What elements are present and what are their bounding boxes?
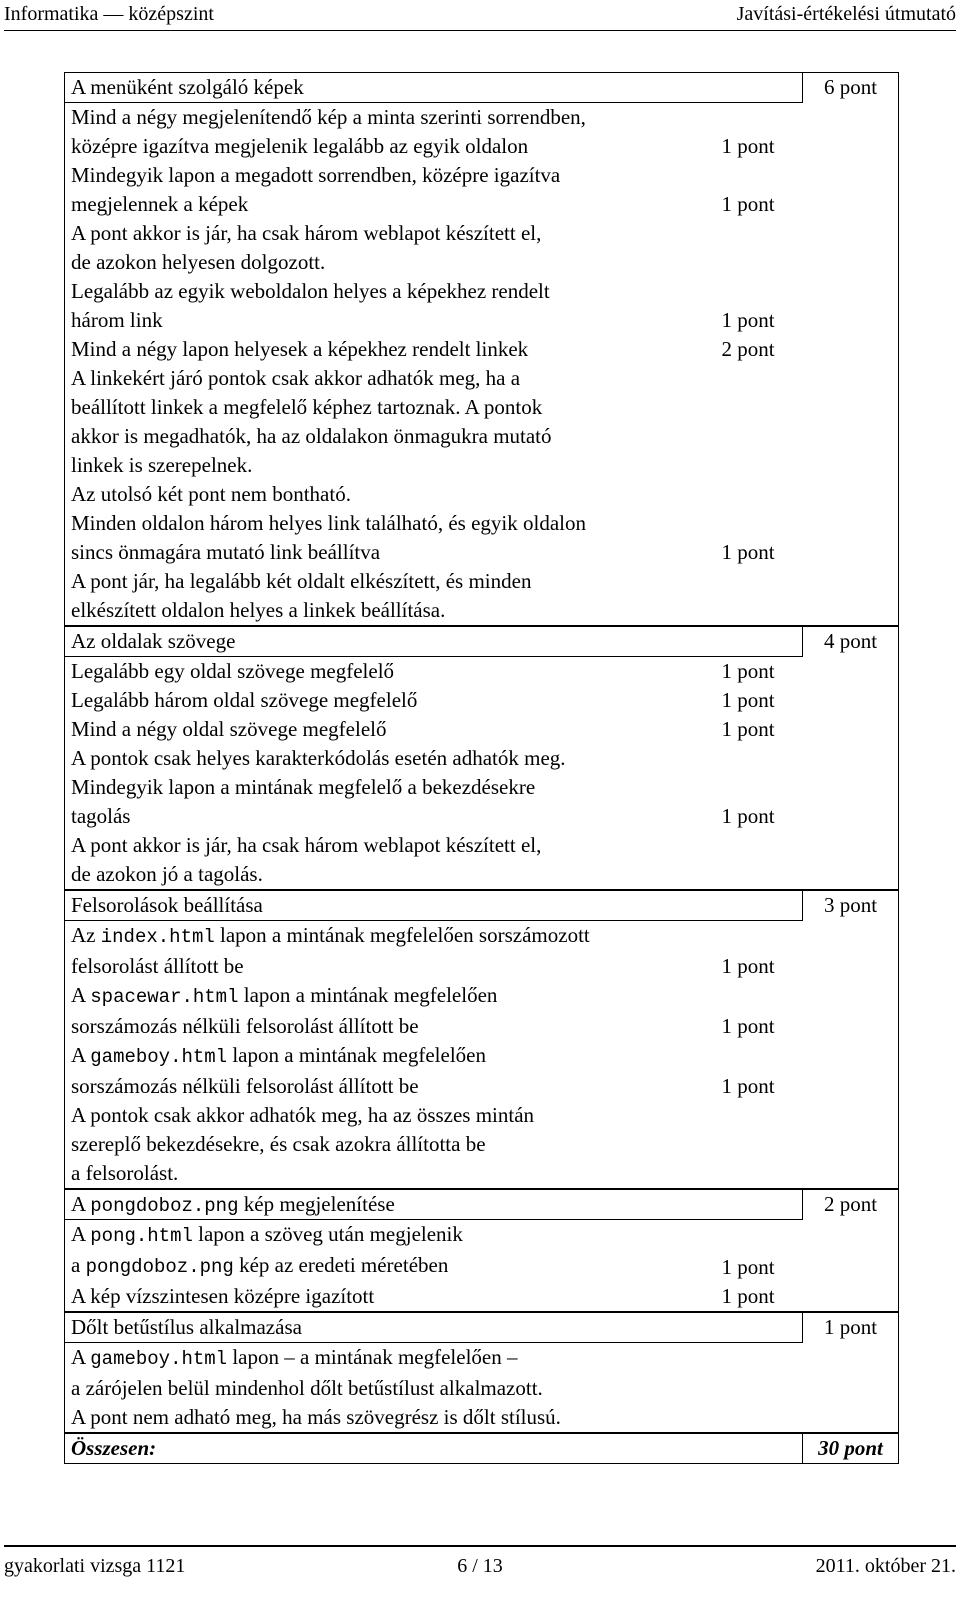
criterion-line: Legalább egy oldal szövege megfelelő [71, 659, 395, 683]
section-total-points: 4 pont [802, 627, 898, 656]
criterion-row [71, 509, 898, 567]
criterion-row [71, 364, 898, 509]
criterion-line: sorszámozás nélküli felsorolást állított be [71, 1074, 419, 1098]
criterion-points: 1 pont [721, 688, 775, 712]
criterion-row [71, 335, 898, 364]
criteria-section [64, 1312, 899, 1433]
criterion-row [71, 831, 898, 889]
criterion-line: szereplő bekezdésekre, és csak azokra állította be [71, 1132, 486, 1156]
criteria-list [65, 1220, 898, 1311]
criterion-line: Minden oldalon három helyes link található, és egyik oldalon [71, 511, 586, 535]
criterion-line [71, 1251, 688, 1282]
filename: gameboy.html [90, 1046, 228, 1068]
header-subject: Informatika — középszint [4, 3, 214, 25]
criterion-line: Mindegyik lapon a megadott sorrendben, középre igazítva [71, 163, 561, 187]
criterion-row [71, 1041, 898, 1101]
text-fragment: A [71, 1222, 91, 1246]
footer-date: 2011. október 21. [815, 1555, 956, 1577]
text-fragment: lapon a mintának megfelelően sorszámozott [214, 923, 590, 947]
text-fragment: kép megjelenítése [238, 1192, 395, 1216]
criterion-line: A pont akkor is jár, ha csak három weblapot készített el, [71, 833, 542, 857]
filename: pong.html [90, 1225, 193, 1247]
criterion-line: linkek is szerepelnek. [71, 453, 253, 477]
criterion-line: A pontok csak helyes karakterkódolás esetén adhatók meg. [71, 746, 566, 770]
page-header [4, 0, 956, 31]
criterion-points: 1 pont [721, 192, 775, 216]
criterion-line: megjelennek a képek [71, 192, 249, 216]
criterion-line: a zárójelen belül mindenhol dőlt betűstílust alkalmazott. [71, 1376, 543, 1400]
summary-total-points: 30 pont [802, 1434, 898, 1463]
section-total-points: 3 pont [802, 891, 898, 920]
text-fragment: a [71, 1253, 86, 1277]
criterion-line: Mind a négy oldal szövege megfelelő [71, 717, 387, 741]
criterion-points: 1 pont [721, 954, 775, 978]
summary-row [64, 1433, 899, 1464]
text-fragment: A [71, 1345, 91, 1369]
criterion-line: középre igazítva megjelenik legalább az egyik oldalon [71, 134, 529, 158]
criterion-points: 2 pont [721, 337, 775, 361]
text-fragment: lapon a szöveg után megjelenik [192, 1222, 463, 1246]
criteria-list [65, 657, 898, 889]
criterion-points: 1 pont [721, 134, 775, 158]
criterion-points: 1 pont [721, 1284, 775, 1308]
criterion-line: akkor is megadhatók, ha az oldalakon önmagukra mutató [71, 424, 552, 448]
criterion-row [71, 567, 898, 625]
section-title [65, 1190, 803, 1220]
criterion-row [71, 219, 898, 277]
footer-page-number: 6 / 13 [457, 1555, 503, 1577]
criterion-line: A kép vízszintesen középre igazított [71, 1284, 375, 1308]
criterion-line: Mindegyik lapon a mintának megfelelő a bekezdésekre [71, 775, 536, 799]
criterion-line: beállított linkek a megfelelő képhez tartoznak. A pontok [71, 395, 543, 419]
criterion-row [71, 715, 898, 744]
criterion-line: A linkekért járó pontok csak akkor adhatók meg, ha a [71, 366, 521, 390]
footer-exam-code: gyakorlati vizsga 1121 [4, 1555, 186, 1577]
header-doc-type: Javítási-értékelési útmutató [736, 3, 956, 25]
criterion-line: Mind a négy megjelenítendő kép a minta szerinti sorrendben, [71, 105, 586, 129]
criteria-list [65, 103, 898, 625]
page-footer [4, 1545, 956, 1577]
text-fragment: A [71, 1043, 91, 1067]
text-fragment: lapon a mintának megfelelően [227, 1043, 486, 1067]
text-fragment: lapon – a mintának megfelelően – [227, 1345, 518, 1369]
criterion-line: elkészített oldalon helyes a linkek beállítása. [71, 598, 446, 622]
criteria-section [64, 1189, 899, 1312]
criterion-row [71, 773, 898, 831]
criterion-line: Az utolsó két pont nem bontható. [71, 482, 351, 506]
criterion-line: Mind a négy lapon helyesek a képekhez rendelt linkek [71, 337, 529, 361]
criterion-points: 1 pont [721, 659, 775, 683]
criterion-points: 1 pont [721, 308, 775, 332]
text-fragment: Az [71, 923, 101, 947]
criterion-line: felsorolást állított be [71, 954, 244, 978]
criterion-line: sorszámozás nélküli felsorolást állított be [71, 1014, 419, 1038]
criterion-row [71, 686, 898, 715]
criteria-list [65, 1343, 898, 1432]
criterion-line: A pont akkor is jár, ha csak három weblapot készített el, [71, 221, 542, 245]
criterion-line [71, 1220, 688, 1251]
section-title: Az oldalak szövege [65, 627, 803, 657]
criterion-row [71, 657, 898, 686]
criterion-line: A pontok csak akkor adhatók meg, ha az összes mintán [71, 1103, 535, 1127]
criterion-points: 1 pont [721, 1074, 775, 1098]
criterion-line: három link [71, 308, 163, 332]
text-fragment: lapon a mintának megfelelően [238, 983, 498, 1007]
filename: spacewar.html [90, 986, 239, 1008]
criterion-points: 1 pont [721, 1255, 775, 1279]
text-fragment: A [71, 1192, 91, 1216]
section-title: Dőlt betűstílus alkalmazása [65, 1313, 803, 1343]
criterion-row [71, 921, 898, 981]
criterion-row [71, 1220, 898, 1282]
section-title: Felsorolások beállítása [65, 891, 803, 921]
criteria-section [64, 626, 899, 890]
criteria-list [65, 921, 898, 1188]
criterion-line: de azokon helyesen dolgozott. [71, 250, 326, 274]
text-fragment: A [71, 983, 91, 1007]
filename: gameboy.html [90, 1348, 228, 1370]
criterion-row [71, 277, 898, 335]
criterion-line: A pont nem adható meg, ha más szövegrész is dőlt stílusú. [71, 1405, 561, 1429]
criterion-points: 1 pont [721, 804, 775, 828]
criterion-row [71, 1282, 898, 1311]
criterion-line [71, 1343, 688, 1374]
summary-label: Összesen: [71, 1436, 157, 1460]
criteria-section [64, 890, 899, 1189]
criterion-row [71, 981, 898, 1041]
criterion-points: 1 pont [721, 1014, 775, 1038]
section-total-points: 6 pont [802, 73, 898, 102]
criterion-line: Legalább az egyik weboldalon helyes a képekhez rendelt [71, 279, 550, 303]
filename: pongdoboz.png [85, 1256, 234, 1278]
criterion-line: Legalább három oldal szövege megfelelő [71, 688, 418, 712]
criterion-points: 1 pont [721, 540, 775, 564]
criterion-line: sincs önmagára mutató link beállítva [71, 540, 381, 564]
section-title: A menüként szolgáló képek [65, 73, 803, 103]
criterion-row [71, 744, 898, 773]
criterion-line: tagolás [71, 804, 131, 828]
criteria-section [64, 72, 899, 626]
criterion-line: de azokon jó a tagolás. [71, 862, 263, 886]
criterion-line: a felsorolást. [71, 1161, 179, 1185]
criterion-line: A pont jár, ha legalább két oldalt elkészített, és minden [71, 569, 532, 593]
section-total-points: 2 pont [802, 1190, 898, 1219]
criterion-points: 1 pont [721, 717, 775, 741]
criterion-row [71, 103, 898, 161]
criterion-line [71, 921, 688, 952]
criterion-line [71, 1041, 688, 1072]
criterion-row [71, 1101, 898, 1188]
filename: pongdoboz.png [90, 1195, 239, 1217]
filename: index.html [100, 926, 215, 948]
section-total-points: 1 pont [802, 1313, 898, 1342]
criterion-line [71, 981, 688, 1012]
criterion-row [71, 1343, 898, 1432]
criterion-row [71, 161, 898, 219]
text-fragment: kép az eredeti méretében [233, 1253, 449, 1277]
grading-table [64, 72, 899, 1464]
